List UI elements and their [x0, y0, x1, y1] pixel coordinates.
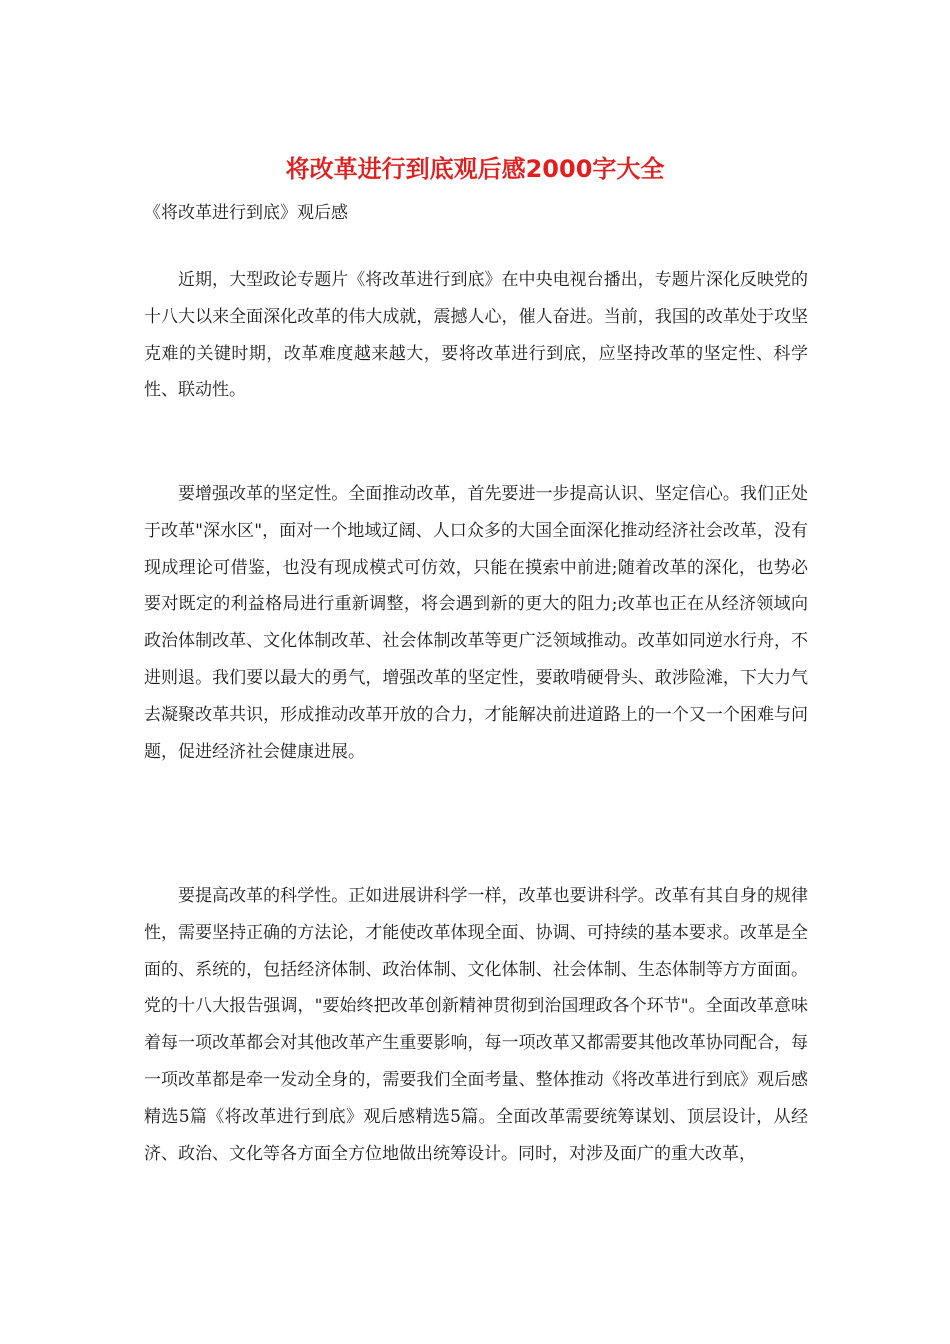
document-title: 将改革进行到底观后感2000字大全 [285, 155, 665, 183]
paragraph-firmness: 要增强改革的坚定性。全面推动改革，首先要进一步提高认识、坚定信心。我们正处于改革"深水区"，面对一个地域辽阔、人口众多的大国全面深化推动经济社会改革，没有现成理论可借鉴，也没有现成模式可仿效，只能在摸索中前进;随着改革的深化，也势必要对既定的利益格局进行重新调整，将会遇到新的更大的阻力;改革也正在从经济领域向政治体制改革、文化体制改革、社会体制改革等更广泛领域推动。改革如同逆水行舟，不进则退。我们要以最大的勇气，增强改革的坚定性，要敢啃硬骨头、敢涉险滩，下大力气去凝聚改革共识，形成推动改革开放的合力，才能解决前进道路上的一个又一个困难与问题，促进经济社会健康进展。 [144, 484, 808, 762]
document-subtitle: 《将改革进行到底》观后感 [144, 203, 348, 223]
paragraph-science: 要提高改革的科学性。正如进展讲科学一样，改革也要讲科学。改革有其自身的规律性，需要坚持正确的方法论，才能使改革体现全面、协调、可持续的基本要求。改革是全面的、系统的，包括经济体制、政治体制、文化体制、社会体制、生态体制等方方面面。党的十八大报告强调，"要始终把改革创新精神贯彻到治国理政各个环节"。全面改革意味着每一项改革都会对其他改革产生重要影响，每一项改革又都需要其他改革协同配合，每一项改革都是牵一发动全身的，需要我们全面考量、整体推动《将改革进行到底》观后感精选5篇《将改革进行到底》观后感精选5篇。全面改革需要统筹谋划、顶层设计，从经济、政治、文化等各方面全方位地做出统筹设计。同时，对涉及面广的重大改革， [144, 886, 808, 1164]
paragraph-intro: 近期，大型政论专题片《将改革进行到底》在中央电视台播出，专题片深化反映党的十八大以来全面深化改革的伟大成就，震撼人心，催人奋进。当前，我国的改革处于攻坚克难的关键时期，改革难度越来越大，要将改革进行到底，应坚持改革的坚定性、科学性、联动性。 [144, 270, 808, 401]
